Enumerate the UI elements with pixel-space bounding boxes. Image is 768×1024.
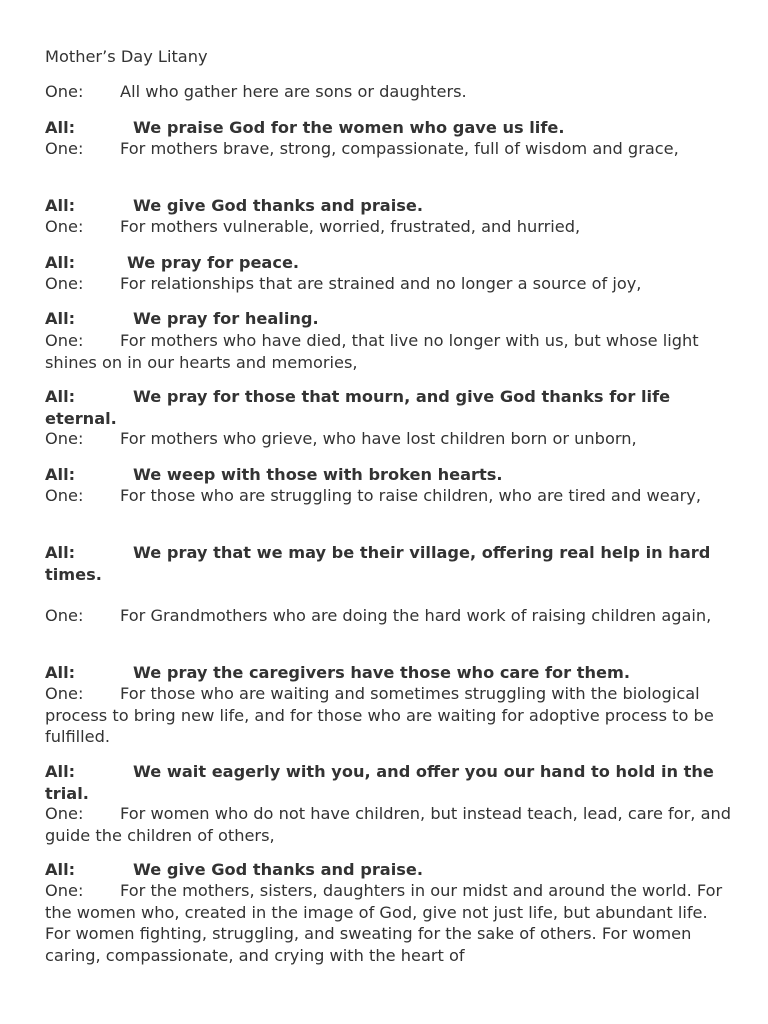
litany-line-all bbox=[45, 252, 735, 274]
leader-label-one: One: bbox=[45, 486, 84, 505]
litany-line-one bbox=[45, 880, 735, 966]
litany-line-one bbox=[45, 803, 735, 846]
line-text: For women who do not have children, but instead teach, lead, care for, and guide the children of others, bbox=[45, 804, 732, 845]
line-text: We give God thanks and praise. bbox=[133, 860, 424, 879]
leader-label-all: All: bbox=[45, 465, 76, 484]
leader-label-one: One: bbox=[45, 881, 84, 900]
line-text: For mothers who have died, that live no longer with us, but whose light shines on in our hearts and memories, bbox=[45, 331, 699, 372]
line-text: For mothers brave, strong, compassionate, full of wisdom and grace, bbox=[120, 139, 679, 158]
line-text: We praise God for the women who gave us life. bbox=[133, 118, 565, 137]
leader-label-one: One: bbox=[45, 139, 84, 158]
line-text: For mothers who grieve, who have lost children born or unborn, bbox=[120, 429, 637, 448]
litany-line-one bbox=[45, 605, 735, 627]
line-text: All who gather here are sons or daughters. bbox=[120, 82, 467, 101]
litany-line-all bbox=[45, 386, 735, 429]
line-text: For the mothers, sisters, daughters in our midst and around the world. For the women who, created in the image of God, give not just life, but abundant life. For women fighting, struggling, and sweating for the sake of others. For women caring, compassionate, and crying with the heart of bbox=[45, 881, 723, 965]
litany-line-all bbox=[45, 308, 735, 330]
line-text: We pray that we may be their village, offering real help in hard times. bbox=[45, 543, 711, 584]
litany-line-all bbox=[45, 859, 735, 881]
line-text: We pray for peace. bbox=[127, 253, 300, 272]
line-text: We give God thanks and praise. bbox=[133, 196, 424, 215]
document-title: Mother’s Day Litany bbox=[45, 47, 208, 66]
leader-label-all: All: bbox=[45, 253, 76, 272]
leader-label-one: One: bbox=[45, 331, 84, 350]
line-text: For those who are waiting and sometimes struggling with the biological process to bring new life, and for those who are waiting for adoptive process to be fulfilled. bbox=[45, 684, 714, 746]
litany-line-all bbox=[45, 195, 735, 217]
leader-label-one: One: bbox=[45, 606, 84, 625]
leader-label-all: All: bbox=[45, 196, 76, 215]
leader-label-all: All: bbox=[45, 309, 76, 328]
leader-label-one: One: bbox=[45, 217, 84, 236]
line-text: For Grandmothers who are doing the hard work of raising children again, bbox=[120, 606, 712, 625]
leader-label-all: All: bbox=[45, 118, 76, 137]
line-text: We pray for healing. bbox=[133, 309, 319, 328]
leader-label-all: All: bbox=[45, 543, 76, 562]
leader-label-one: One: bbox=[45, 82, 84, 101]
leader-label-all: All: bbox=[45, 387, 76, 406]
leader-label-one: One: bbox=[45, 804, 84, 823]
leader-label-all: All: bbox=[45, 860, 76, 879]
litany-line-one bbox=[45, 81, 735, 103]
line-text: We pray for those that mourn, and give God thanks for life eternal. bbox=[45, 387, 671, 428]
leader-label-all: All: bbox=[45, 663, 76, 682]
litany-line-one bbox=[45, 138, 735, 160]
litany-line-one bbox=[45, 485, 735, 507]
leader-label-all: All: bbox=[45, 762, 76, 781]
litany-line-one bbox=[45, 273, 735, 295]
line-text: We pray the caregivers have those who care for them. bbox=[133, 663, 630, 682]
litany-line-all bbox=[45, 117, 735, 139]
litany-line-one bbox=[45, 683, 735, 748]
leader-label-one: One: bbox=[45, 429, 84, 448]
leader-label-one: One: bbox=[45, 684, 84, 703]
line-text: For relationships that are strained and no longer a source of joy, bbox=[120, 274, 642, 293]
litany-line-all bbox=[45, 662, 735, 684]
line-text: We weep with those with broken hearts. bbox=[133, 465, 503, 484]
line-text: For mothers vulnerable, worried, frustrated, and hurried, bbox=[120, 217, 581, 236]
leader-label-one: One: bbox=[45, 274, 84, 293]
litany-line-one bbox=[45, 330, 735, 373]
litany-line-all bbox=[45, 761, 735, 804]
line-text: For those who are struggling to raise children, who are tired and weary, bbox=[120, 486, 702, 505]
litany-line-all bbox=[45, 542, 735, 585]
litany-line-one bbox=[45, 216, 735, 238]
litany-line-all bbox=[45, 464, 735, 486]
litany-line-one bbox=[45, 428, 735, 450]
line-text: We wait eagerly with you, and offer you our hand to hold in the trial. bbox=[45, 762, 714, 803]
